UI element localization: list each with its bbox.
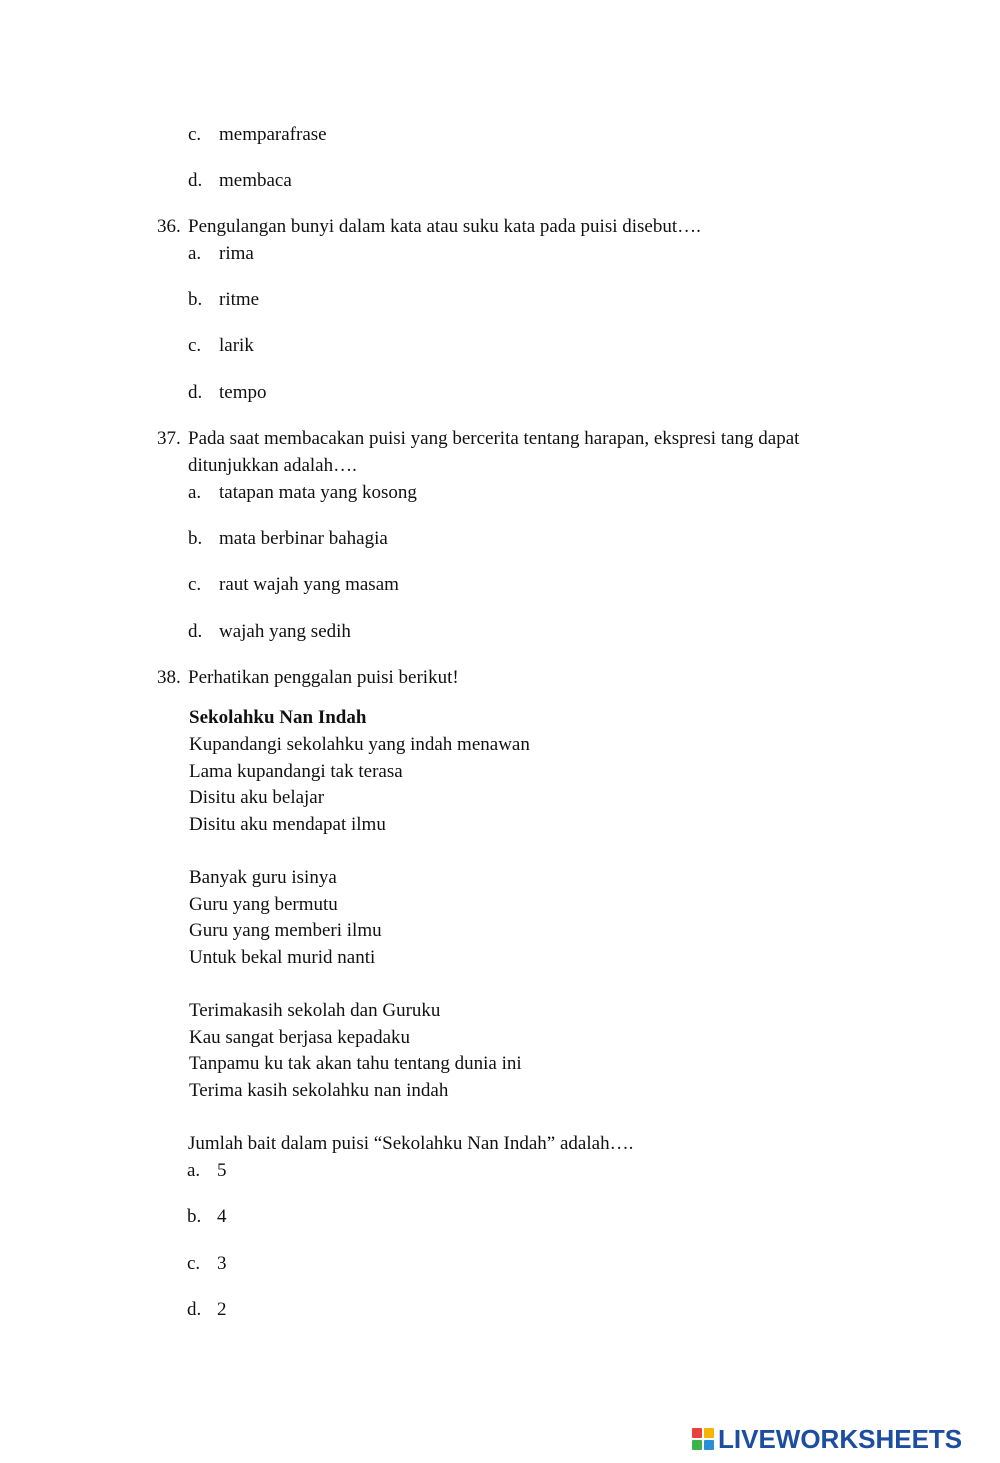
poem-line: Kupandangi sekolahku yang indah menawan: [189, 734, 530, 755]
q38-option-c-letter: c.: [187, 1253, 201, 1274]
q36-option-c[interactable]: larik: [219, 335, 254, 356]
poem-line: Guru yang bermutu: [189, 894, 338, 915]
q35-option-c[interactable]: memparafrase: [219, 124, 327, 145]
q37-question-line1: Pada saat membacakan puisi yang bercerita tentang harapan, ekspresi tang dapat: [188, 428, 800, 449]
q37-option-b-letter: b.: [188, 528, 203, 549]
poem-line: Tanpamu ku tak akan tahu tentang dunia ini: [189, 1053, 522, 1074]
q36-option-b[interactable]: ritme: [219, 289, 260, 310]
q36-option-b-letter: b.: [188, 289, 203, 310]
q35-option-d[interactable]: membaca: [219, 170, 292, 191]
poem-line: Banyak guru isinya: [189, 867, 337, 888]
q36-option-a-letter: a.: [188, 243, 202, 264]
q37-option-b[interactable]: mata berbinar bahagia: [219, 528, 388, 549]
q38-option-a[interactable]: 5: [217, 1160, 227, 1181]
q36-question: Pengulangan bunyi dalam kata atau suku kata pada puisi disebut….: [188, 216, 701, 237]
q35-option-c-letter: c.: [188, 124, 202, 145]
poem-line: Disitu aku mendapat ilmu: [189, 814, 386, 835]
q37-number: 37.: [157, 428, 181, 449]
q38-option-c[interactable]: 3: [217, 1253, 227, 1274]
q38-option-a-letter: a.: [187, 1160, 201, 1181]
poem-title: Sekolahku Nan Indah: [189, 707, 367, 728]
q36-option-a[interactable]: rima: [219, 243, 254, 264]
q38-option-d-letter: d.: [187, 1299, 202, 1320]
q36-number: 36.: [157, 216, 181, 237]
liveworksheets-logo-icon: [692, 1428, 714, 1450]
q36-option-d[interactable]: tempo: [219, 382, 267, 403]
poem-line: Terimakasih sekolah dan Guruku: [189, 1000, 441, 1021]
q37-question-line2: ditunjukkan adalah….: [188, 455, 357, 476]
q38-subquestion: Jumlah bait dalam puisi “Sekolahku Nan Indah” adalah….: [188, 1133, 634, 1154]
poem-line: Untuk bekal murid nanti: [189, 947, 376, 968]
poem-line: Guru yang memberi ilmu: [189, 920, 382, 941]
q37-option-c-letter: c.: [188, 574, 202, 595]
logo-tile: [704, 1428, 714, 1438]
logo-tile: [692, 1440, 702, 1450]
q36-option-d-letter: d.: [188, 382, 203, 403]
q37-option-a-letter: a.: [188, 482, 202, 503]
q37-option-d[interactable]: wajah yang sedih: [219, 621, 351, 642]
q38-option-d[interactable]: 2: [217, 1299, 227, 1320]
q38-question: Perhatikan penggalan puisi berikut!: [188, 667, 459, 688]
q35-option-d-letter: d.: [188, 170, 203, 191]
q38-option-b[interactable]: 4: [217, 1206, 227, 1227]
poem-line: Lama kupandangi tak terasa: [189, 761, 403, 782]
q37-option-c[interactable]: raut wajah yang masam: [219, 574, 399, 595]
q37-option-d-letter: d.: [188, 621, 203, 642]
poem-line: Kau sangat berjasa kepadaku: [189, 1027, 411, 1048]
poem-line: Disitu aku belajar: [189, 787, 325, 808]
logo-tile: [704, 1440, 714, 1450]
q38-number: 38.: [157, 667, 181, 688]
q36-option-c-letter: c.: [188, 335, 202, 356]
poem-line: Terima kasih sekolahku nan indah: [189, 1080, 449, 1101]
q38-option-b-letter: b.: [187, 1206, 202, 1227]
liveworksheets-logo[interactable]: [692, 1424, 992, 1454]
q37-option-a[interactable]: tatapan mata yang kosong: [219, 482, 417, 503]
logo-tile: [692, 1428, 702, 1438]
liveworksheets-wordmark: LIVEWORKSHEETS: [718, 1423, 963, 1454]
